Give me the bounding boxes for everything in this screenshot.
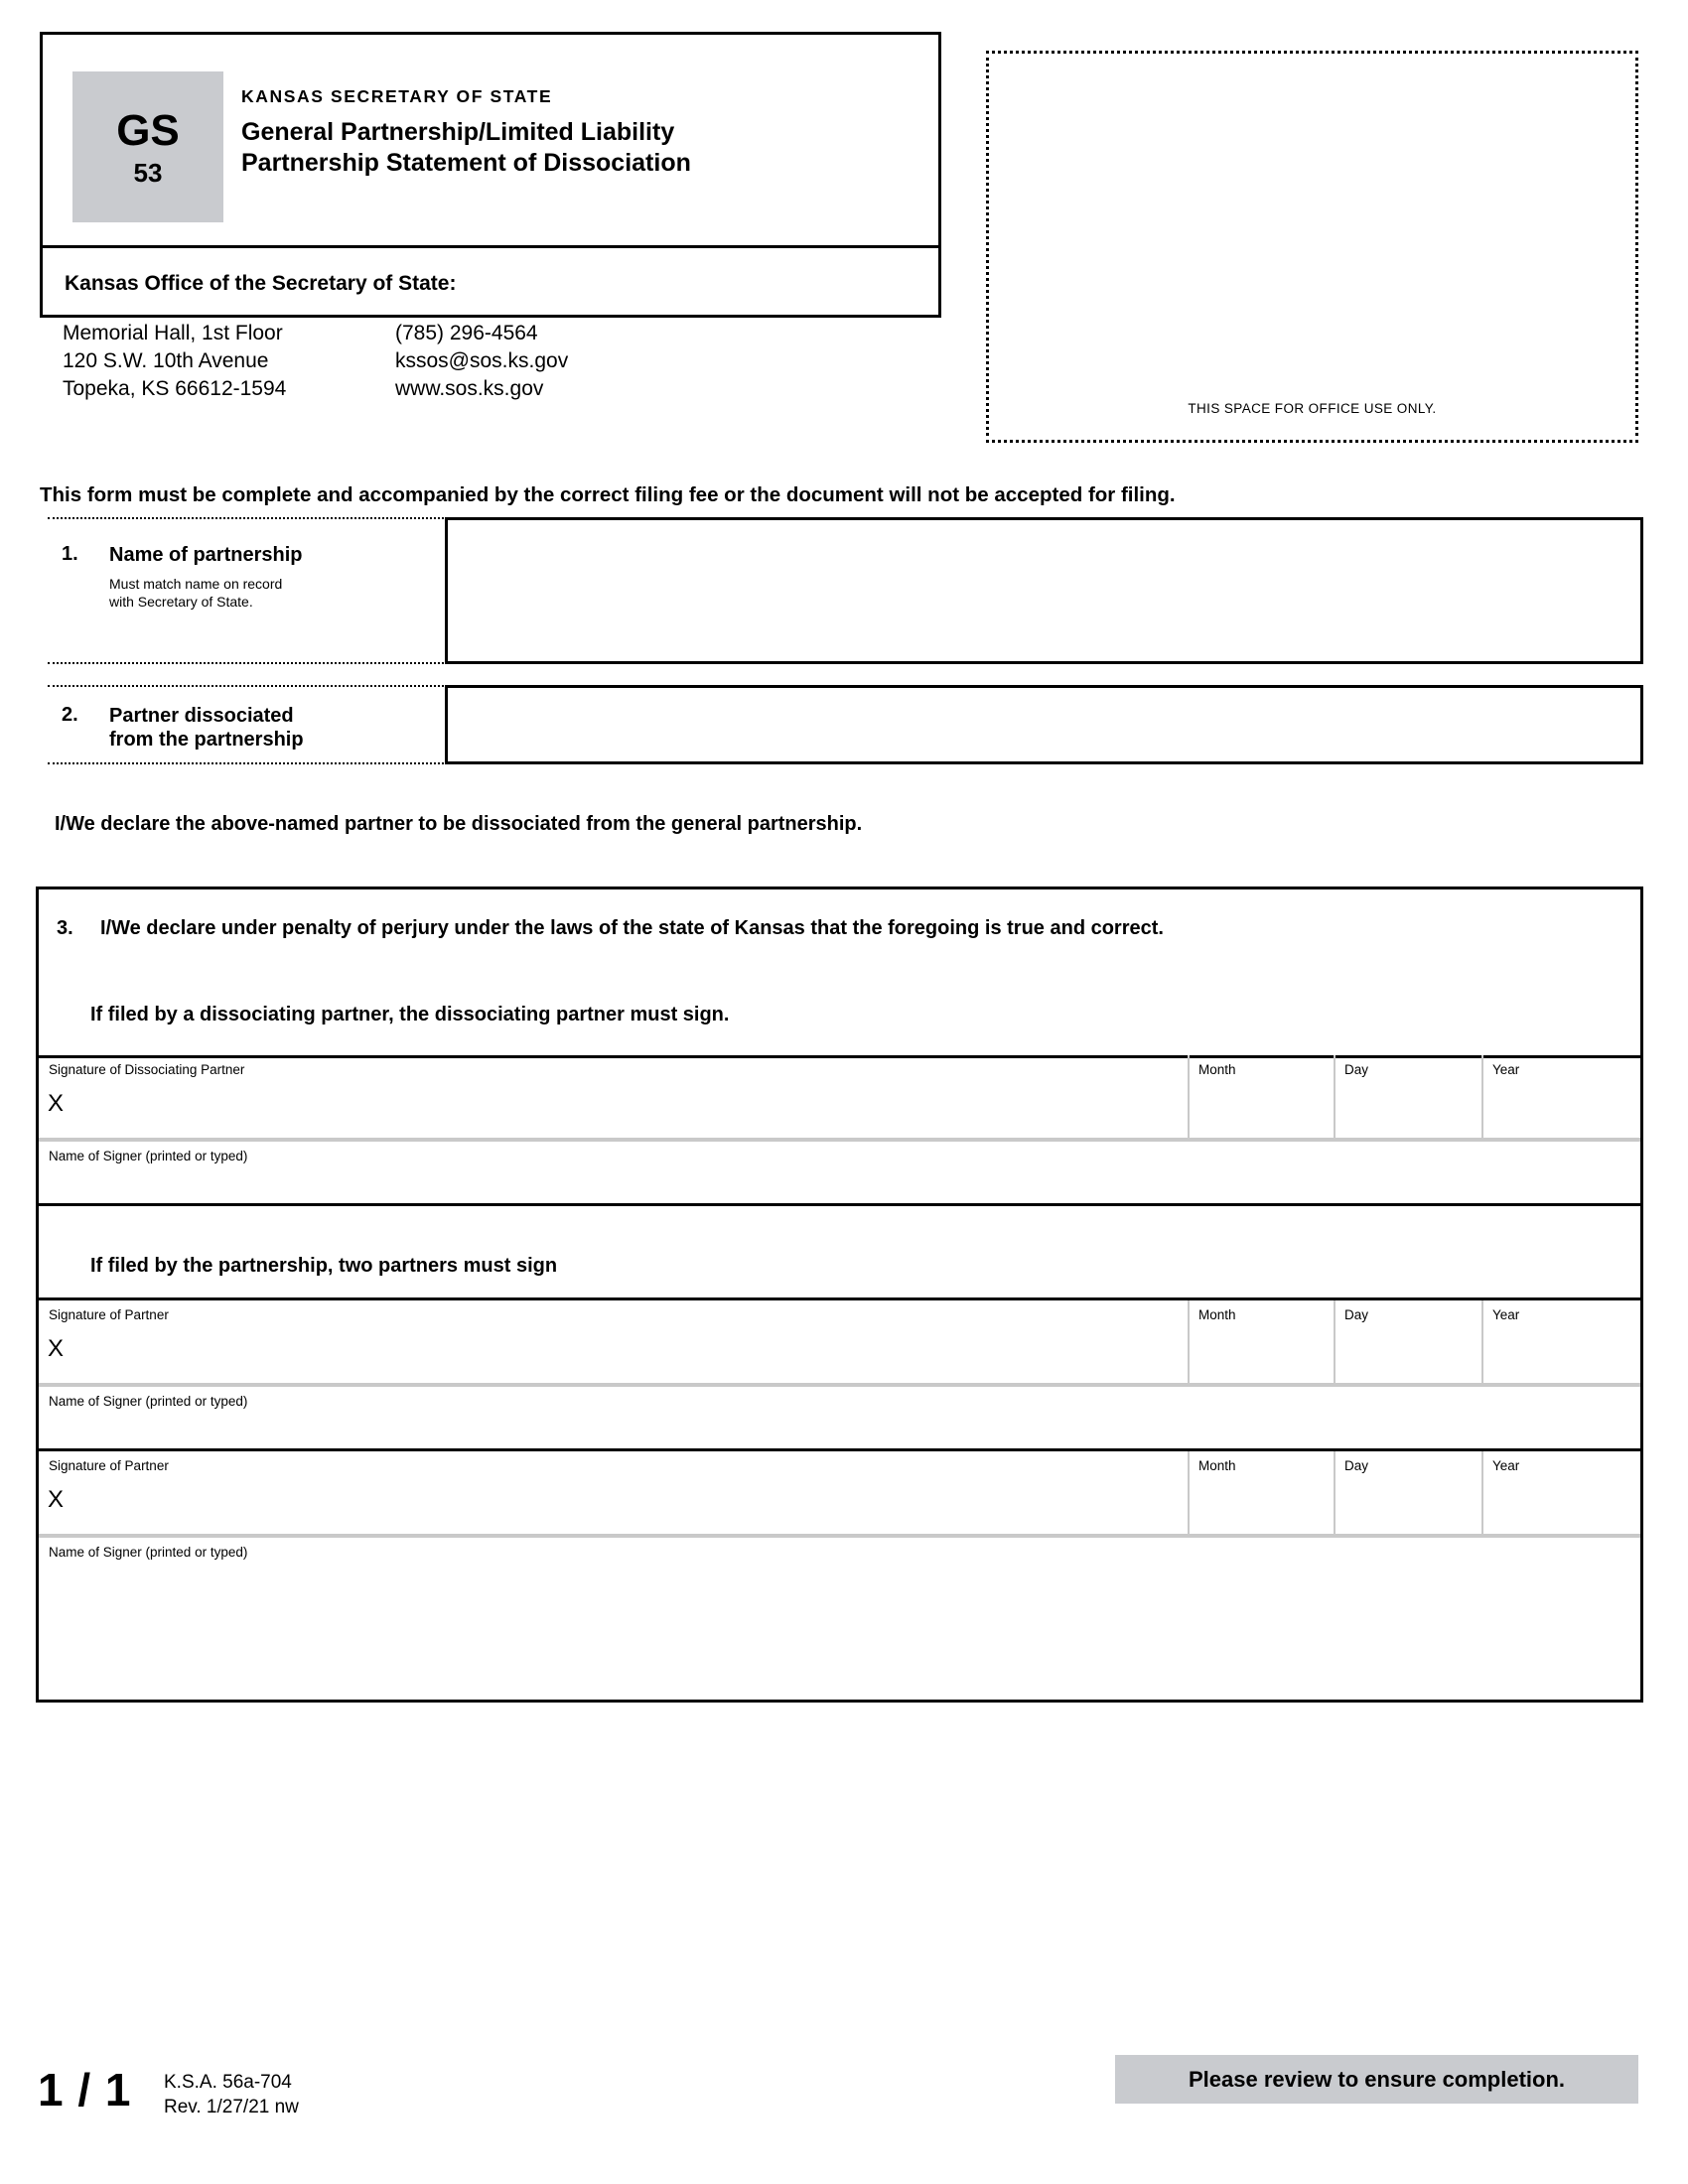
two-partner-instruction: If filed by the partnership, two partners must sign — [90, 1255, 558, 1277]
section-divider-1 — [39, 1203, 1640, 1206]
section-2-title — [109, 704, 304, 751]
form-code-letters: GS — [116, 105, 180, 155]
agency-name: KANSAS SECRETARY OF STATE — [241, 86, 553, 106]
section-2-number: 2. — [62, 704, 78, 726]
review-notice-banner — [1115, 2055, 1638, 2104]
signature-x-mark: X — [48, 1090, 65, 1117]
section-3-number: 3. — [57, 917, 73, 939]
section-2-title-line-2: from the partnership — [109, 729, 304, 751]
name-of-signer-field-1[interactable] — [39, 1142, 1640, 1203]
review-notice-text: Please review to ensure completion. — [1188, 2066, 1566, 2092]
name-of-signer-field-3[interactable] — [39, 1538, 1640, 1599]
signature-x-mark: X — [48, 1335, 65, 1362]
day-field-1[interactable] — [1334, 1055, 1481, 1142]
page-title — [241, 117, 691, 178]
filing-notice: This form must be complete and accompanied by the correct filing fee or the document will not be accepted for filing. — [40, 483, 1176, 506]
form-title-line-2: Partnership Statement of Dissociation — [241, 148, 691, 177]
section-1-hint — [109, 576, 282, 611]
year-label: Year — [1492, 1062, 1520, 1077]
day-label: Day — [1344, 1458, 1369, 1473]
office-use-area — [986, 51, 1638, 443]
section-1-title: Name of partnership — [109, 544, 303, 566]
declaration-statement: I/We declare the above-named partner to be dissociated from the general partnership. — [55, 813, 863, 835]
name-of-signer-caption: Name of Signer (printed or typed) — [49, 1149, 248, 1163]
form-header-box — [40, 32, 941, 400]
month-field-2[interactable] — [1188, 1300, 1334, 1387]
form-code-badge — [72, 71, 223, 222]
day-label: Day — [1344, 1062, 1369, 1077]
dissociated-partner-input[interactable] — [445, 685, 1643, 764]
signature-caption: Signature of Partner — [49, 1458, 169, 1473]
office-address — [63, 320, 286, 403]
signature-caption: Signature of Dissociating Partner — [49, 1062, 245, 1077]
contact-email[interactable]: kssos@sos.ks.gov — [395, 348, 569, 372]
signature-row-partner-2 — [39, 1451, 1640, 1538]
signature-caption: Signature of Partner — [49, 1307, 169, 1322]
signature-row-dissociating-partner — [39, 1055, 1640, 1142]
month-label: Month — [1198, 1062, 1236, 1077]
signature-field-partner-2[interactable] — [39, 1451, 1188, 1538]
year-field-1[interactable] — [1481, 1055, 1640, 1142]
month-field-3[interactable] — [1188, 1451, 1334, 1538]
perjury-statement: I/We declare under penalty of perjury under the laws of the state of Kansas that the foregoing is true and correct. — [100, 917, 1164, 939]
month-label: Month — [1198, 1307, 1236, 1322]
address-line-1: Memorial Hall, 1st Floor — [63, 322, 283, 344]
signature-field-dissociating-partner[interactable] — [39, 1055, 1188, 1142]
single-signer-instruction: If filed by a dissociating partner, the dissociating partner must sign. — [90, 1004, 730, 1025]
name-of-signer-caption: Name of Signer (printed or typed) — [49, 1545, 248, 1560]
revision-date: Rev. 1/27/21 nw — [164, 2096, 299, 2117]
office-use-label: THIS SPACE FOR OFFICE USE ONLY. — [1188, 401, 1437, 416]
section-1-label-column — [48, 517, 444, 664]
signature-row-partner-1 — [39, 1300, 1640, 1387]
year-label: Year — [1492, 1458, 1520, 1473]
section-3-box — [36, 887, 1643, 1703]
section-1-hint-line-2: with Secretary of State. — [109, 593, 253, 610]
address-line-2: 120 S.W. 10th Avenue — [63, 348, 269, 372]
contact-website[interactable]: www.sos.ks.gov — [395, 376, 544, 400]
signature-field-partner-1[interactable] — [39, 1300, 1188, 1387]
month-label: Month — [1198, 1458, 1236, 1473]
section-2-label-column — [48, 685, 444, 764]
year-field-3[interactable] — [1481, 1451, 1640, 1538]
partnership-name-input[interactable] — [445, 517, 1643, 664]
year-label: Year — [1492, 1307, 1520, 1322]
header-address-row — [43, 248, 938, 400]
contact-phone: (785) 296-4564 — [395, 322, 538, 344]
office-contact — [395, 320, 568, 403]
statute-citation: K.S.A. 56a-704 — [164, 2072, 292, 2093]
day-field-2[interactable] — [1334, 1300, 1481, 1387]
address-line-3: Topeka, KS 66612-1594 — [63, 376, 287, 400]
statute-reference — [164, 2071, 299, 2119]
section-2-title-line-1: Partner dissociated — [109, 705, 294, 727]
page-indicator: 1 / 1 — [38, 2064, 132, 2116]
year-field-2[interactable] — [1481, 1300, 1640, 1387]
name-of-signer-field-2[interactable] — [39, 1387, 1640, 1448]
name-of-signer-caption: Name of Signer (printed or typed) — [49, 1394, 248, 1409]
section-1-number: 1. — [62, 543, 78, 565]
form-code-number: 53 — [133, 157, 163, 188]
section-1-hint-line-1: Must match name on record — [109, 576, 283, 592]
day-label: Day — [1344, 1307, 1369, 1322]
office-heading: Kansas Office of the Secretary of State: — [65, 272, 457, 295]
header-title-row — [43, 35, 938, 248]
section-3-intro — [39, 889, 1640, 1058]
day-field-3[interactable] — [1334, 1451, 1481, 1538]
header-text-group — [241, 86, 691, 178]
month-field-1[interactable] — [1188, 1055, 1334, 1142]
form-title-line-1: General Partnership/Limited Liability — [241, 118, 675, 146]
signature-x-mark: X — [48, 1486, 65, 1513]
